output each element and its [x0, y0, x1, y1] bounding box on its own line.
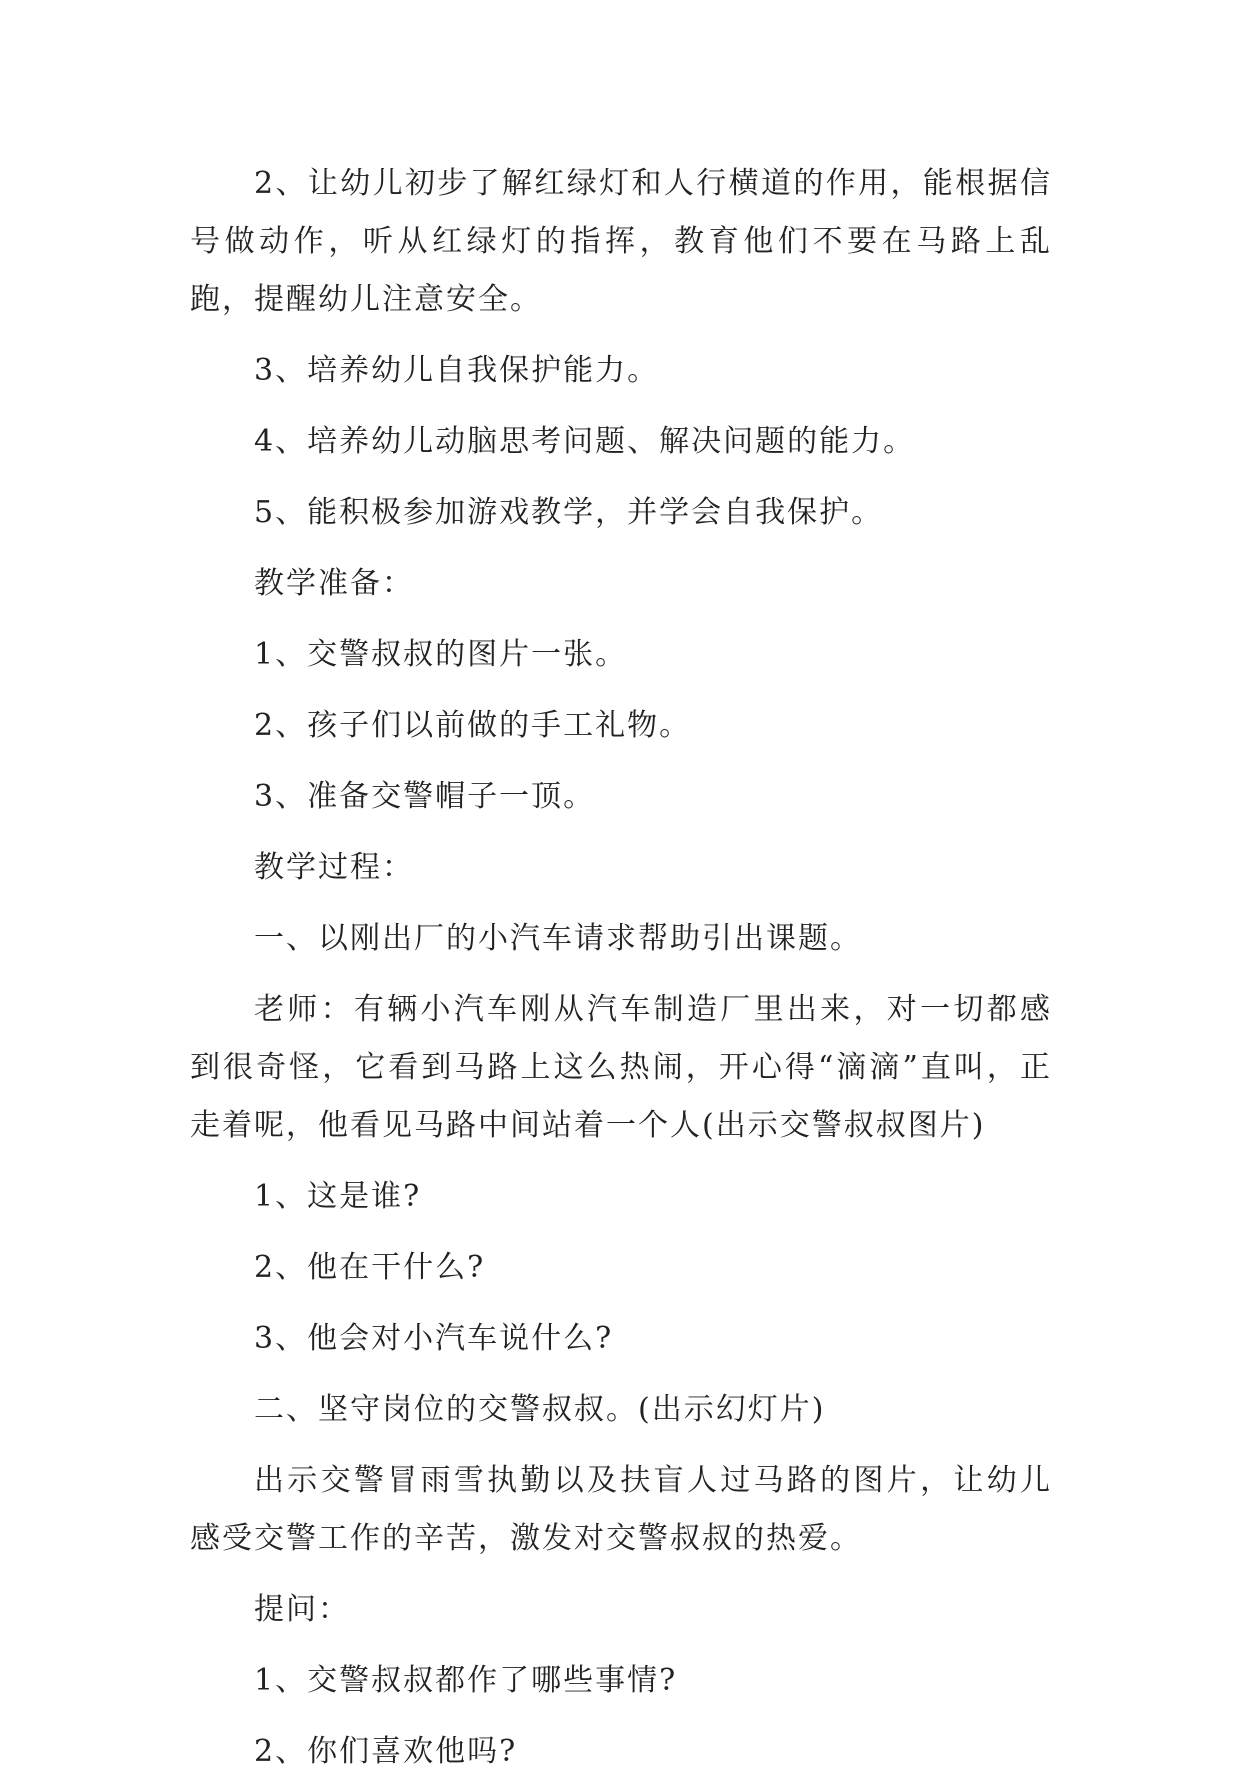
document-body: [190, 155, 1052, 1781]
paragraph-objective-4: 4、培养幼儿动脑思考问题、解决问题的能力。: [254, 424, 916, 459]
paragraph-teacher-story: 老师：有辆小汽车刚从汽车制造厂里出来，对一切都感到很奇怪，它看到马路上这么热闹，开心得“滴滴”直叫，正走着呢，他看见马路中间站着一个人(出示交警叔叔图片): [190, 992, 1052, 1143]
paragraph-step-2: 二、坚守岗位的交警叔叔。(出示幻灯片): [254, 1392, 826, 1427]
paragraph-objective-5: 5、能积极参加游戏教学，并学会自我保护。: [254, 495, 884, 530]
paragraph-slides-description: 出示交警冒雨雪执勤以及扶盲人过马路的图片，让幼儿感受交警工作的辛苦，激发对交警叔叔的热爱。: [190, 1463, 1052, 1556]
paragraph-prep-3: 3、准备交警帽子一顶。: [254, 779, 596, 814]
heading-questions: 提问：: [254, 1592, 350, 1627]
paragraph-prep-1: 1、交警叔叔的图片一张。: [254, 637, 628, 672]
paragraph-objective-3: 3、培养幼儿自我保护能力。: [254, 353, 660, 388]
paragraph-objective-2: 2、让幼儿初步了解红绿灯和人行横道的作用，能根据信号做动作，听从红绿灯的指挥，教育他们不要在马路上乱跑，提醒幼儿注意安全。: [190, 166, 1052, 317]
paragraph-question-2: 2、他在干什么?: [254, 1250, 486, 1285]
heading-preparation: 教学准备：: [254, 566, 414, 601]
paragraph-question-1: 1、这是谁?: [254, 1179, 422, 1214]
paragraph-ask-1: 1、交警叔叔都作了哪些事情?: [254, 1663, 678, 1698]
paragraph-step-1: 一、以刚出厂的小汽车请求帮助引出课题。: [254, 921, 862, 956]
heading-process: 教学过程：: [254, 850, 414, 885]
paragraph-ask-2: 2、你们喜欢他吗?: [254, 1734, 518, 1769]
paragraph-prep-2: 2、孩子们以前做的手工礼物。: [254, 708, 692, 743]
paragraph-question-3: 3、他会对小汽车说什么?: [254, 1321, 614, 1356]
